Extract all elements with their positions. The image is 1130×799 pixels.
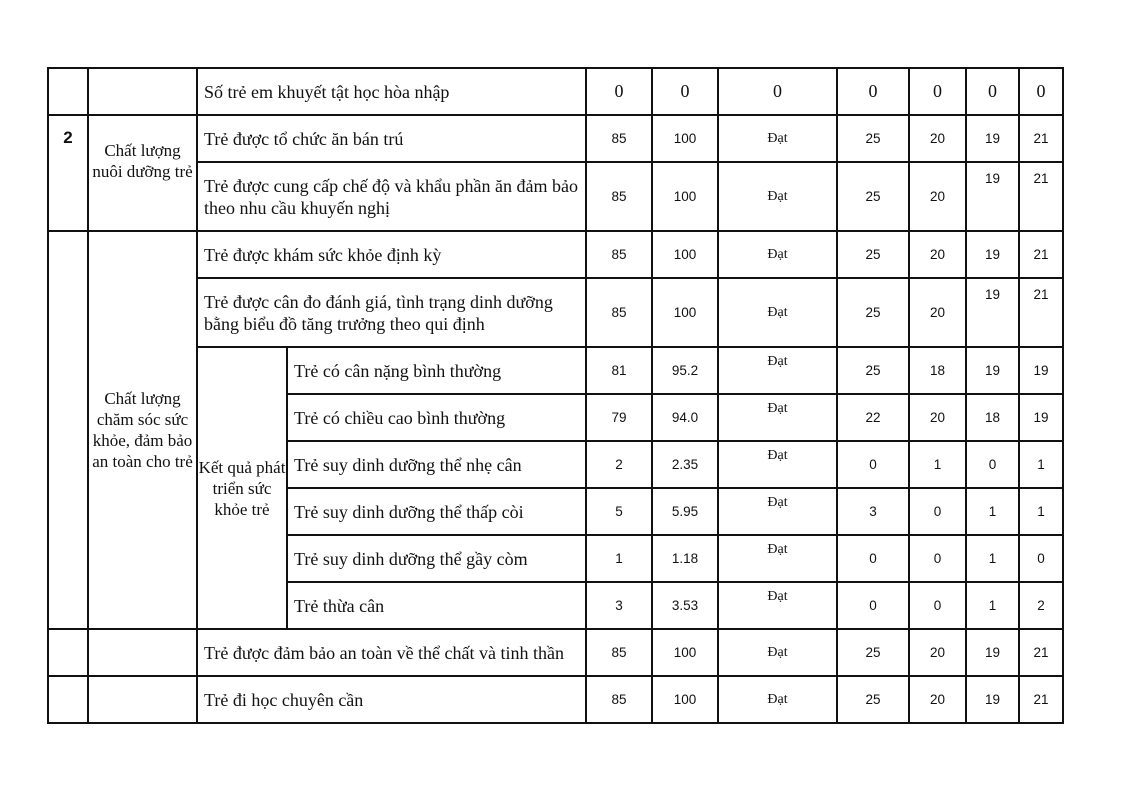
value-cell: 0: [837, 582, 909, 629]
value-cell: Đạt: [718, 231, 837, 278]
value-cell: 1: [966, 582, 1019, 629]
value-cell: 2: [586, 441, 652, 488]
row-number-cell: [48, 676, 88, 723]
value-cell: 94.0: [652, 394, 718, 441]
row-number-cell: 2: [48, 115, 88, 231]
value-cell: 79: [586, 394, 652, 441]
value-cell: Đạt: [718, 394, 837, 441]
value-cell: 19: [966, 629, 1019, 676]
value-cell: 0: [1019, 535, 1063, 582]
value-cell: 3: [586, 582, 652, 629]
row-number-cell: [48, 68, 88, 115]
value-cell: 85: [586, 676, 652, 723]
value-cell: 0: [966, 441, 1019, 488]
value-cell: 19: [966, 676, 1019, 723]
value-cell: 21: [1019, 231, 1063, 278]
category-cell: Chất lượng chăm sóc sức khỏe, đảm bảo an toàn cho trẻ: [88, 231, 197, 629]
table-row: [48, 231, 1063, 278]
report-table: [47, 67, 1064, 724]
value-cell: 0: [909, 535, 966, 582]
subcategory-cell: Kết quả phát triển sức khỏe trẻ: [197, 347, 287, 629]
value-cell: 85: [586, 629, 652, 676]
value-cell: 19: [966, 162, 1019, 231]
value-cell: 18: [909, 347, 966, 394]
value-cell: 0: [718, 68, 837, 115]
value-cell: 1: [909, 441, 966, 488]
table-row: [48, 629, 1063, 676]
value-cell: 19: [1019, 394, 1063, 441]
value-cell: 0: [1019, 68, 1063, 115]
value-cell: Đạt: [718, 582, 837, 629]
value-cell: Đạt: [718, 115, 837, 162]
value-cell: 20: [909, 278, 966, 347]
value-cell: 0: [909, 582, 966, 629]
value-cell: 95.2: [652, 347, 718, 394]
table-row: [48, 347, 1063, 394]
value-cell: 25: [837, 115, 909, 162]
table-row: [48, 162, 1063, 231]
criterion-cell: Trẻ suy dinh dưỡng thể thấp còi: [287, 488, 586, 535]
value-cell: 1: [586, 535, 652, 582]
value-cell: 100: [652, 115, 718, 162]
value-cell: 19: [1019, 347, 1063, 394]
value-cell: 100: [652, 278, 718, 347]
value-cell: 100: [652, 629, 718, 676]
value-cell: 19: [966, 347, 1019, 394]
row-number-cell: [48, 231, 88, 629]
criterion-cell: Trẻ được đảm bảo an toàn về thể chất và tinh thần: [197, 629, 586, 676]
value-cell: Đạt: [718, 535, 837, 582]
value-cell: 85: [586, 162, 652, 231]
value-cell: 1: [966, 535, 1019, 582]
criterion-cell: Số trẻ em khuyết tật học hòa nhập: [197, 68, 586, 115]
value-cell: 3.53: [652, 582, 718, 629]
value-cell: Đạt: [718, 441, 837, 488]
value-cell: Đạt: [718, 347, 837, 394]
value-cell: 1: [1019, 488, 1063, 535]
table-row: [48, 278, 1063, 347]
value-cell: 25: [837, 347, 909, 394]
criterion-cell: Trẻ có chiều cao bình thường: [287, 394, 586, 441]
category-cell: [88, 68, 197, 115]
value-cell: 25: [837, 231, 909, 278]
value-cell: 0: [837, 441, 909, 488]
value-cell: 5.95: [652, 488, 718, 535]
criterion-cell: Trẻ được cung cấp chế độ và khẩu phần ăn đảm bảo theo nhu cầu khuyến nghị: [197, 162, 586, 231]
value-cell: 2: [1019, 582, 1063, 629]
value-cell: 0: [966, 68, 1019, 115]
value-cell: 20: [909, 115, 966, 162]
criterion-cell: Trẻ được tổ chức ăn bán trú: [197, 115, 586, 162]
value-cell: 1.18: [652, 535, 718, 582]
criterion-cell: Trẻ được cân đo đánh giá, tình trạng dinh dưỡng bằng biểu đồ tăng trưởng theo qui định: [197, 278, 586, 347]
value-cell: Đạt: [718, 488, 837, 535]
value-cell: 21: [1019, 115, 1063, 162]
table-row: [48, 68, 1063, 115]
value-cell: 20: [909, 629, 966, 676]
value-cell: 21: [1019, 629, 1063, 676]
value-cell: 0: [909, 488, 966, 535]
row-number-cell: [48, 629, 88, 676]
value-cell: 20: [909, 231, 966, 278]
criterion-cell: Trẻ suy dinh dưỡng thể nhẹ cân: [287, 441, 586, 488]
value-cell: 100: [652, 231, 718, 278]
value-cell: Đạt: [718, 162, 837, 231]
table-row: [48, 676, 1063, 723]
table-row: [48, 115, 1063, 162]
value-cell: 21: [1019, 278, 1063, 347]
category-cell: [88, 629, 197, 676]
value-cell: 0: [837, 68, 909, 115]
value-cell: 0: [837, 535, 909, 582]
value-cell: Đạt: [718, 676, 837, 723]
value-cell: 19: [966, 278, 1019, 347]
value-cell: 25: [837, 162, 909, 231]
value-cell: 20: [909, 394, 966, 441]
value-cell: 100: [652, 162, 718, 231]
criterion-cell: Trẻ được khám sức khỏe định kỳ: [197, 231, 586, 278]
value-cell: 20: [909, 162, 966, 231]
category-cell: [88, 676, 197, 723]
value-cell: 0: [909, 68, 966, 115]
value-cell: 25: [837, 676, 909, 723]
value-cell: 21: [1019, 676, 1063, 723]
value-cell: 18: [966, 394, 1019, 441]
value-cell: 20: [909, 676, 966, 723]
value-cell: 25: [837, 629, 909, 676]
value-cell: Đạt: [718, 629, 837, 676]
value-cell: 1: [966, 488, 1019, 535]
value-cell: 5: [586, 488, 652, 535]
value-cell: 85: [586, 115, 652, 162]
value-cell: 19: [966, 115, 1019, 162]
value-cell: 2.35: [652, 441, 718, 488]
value-cell: 85: [586, 278, 652, 347]
value-cell: 81: [586, 347, 652, 394]
criterion-cell: Trẻ đi học chuyên cần: [197, 676, 586, 723]
value-cell: 100: [652, 676, 718, 723]
criterion-cell: Trẻ có cân nặng bình thường: [287, 347, 586, 394]
value-cell: Đạt: [718, 278, 837, 347]
value-cell: 0: [652, 68, 718, 115]
value-cell: 85: [586, 231, 652, 278]
category-cell: Chất lượng nuôi dưỡng trẻ: [88, 115, 197, 231]
criterion-cell: Trẻ suy dinh dưỡng thể gầy còm: [287, 535, 586, 582]
value-cell: 21: [1019, 162, 1063, 231]
value-cell: 3: [837, 488, 909, 535]
value-cell: 19: [966, 231, 1019, 278]
value-cell: 25: [837, 278, 909, 347]
value-cell: 0: [586, 68, 652, 115]
value-cell: 22: [837, 394, 909, 441]
criterion-cell: Trẻ thừa cân: [287, 582, 586, 629]
value-cell: 1: [1019, 441, 1063, 488]
